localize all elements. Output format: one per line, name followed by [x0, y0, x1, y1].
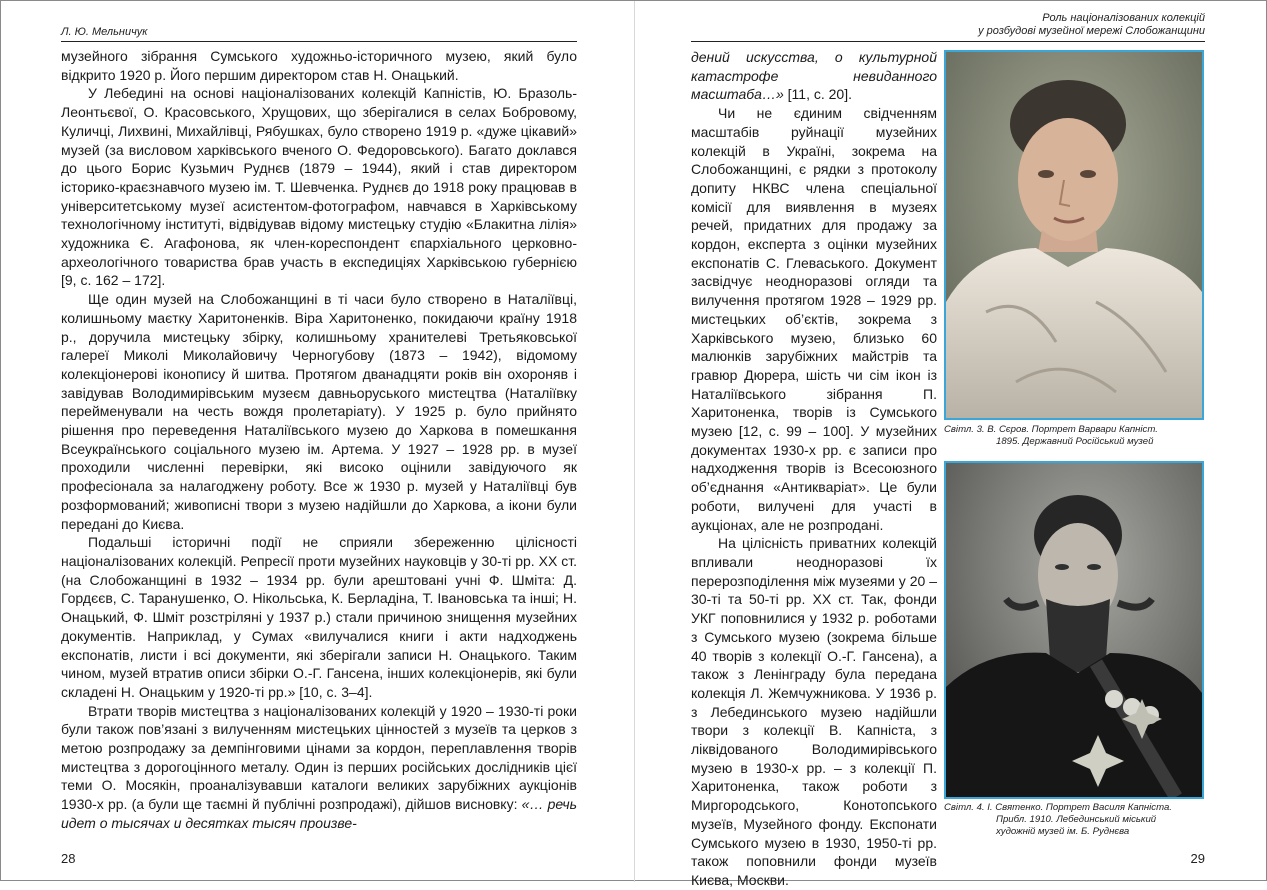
caption-line: художній музей ім. Б. Руднєва [996, 826, 1130, 837]
running-head-left: Л. Ю. Мельничук [61, 26, 148, 38]
running-head-right [978, 12, 1205, 38]
left-page [1, 1, 635, 882]
paragraph-with-quote [61, 702, 577, 833]
quote-continuation [691, 48, 937, 104]
paragraph: На цілісність приватних колекцій впливали неодноразові їх перерозподілення між музеями у 20 – 30-ті та 50-ті рр. ХХ ст. Так, фонди УКГ поповнилися у 1932 р. роботами з Сумського музею (зокрема більше 40 творів з колекції О.-Г. Гансена), а також з Ленінграду була передана колекція Л. Жемчужникова. У 1936 р. з Лебединського музею надійшли твори з колекції В. Капніста, з ліквідованого Володимирівського музею в 1930-х рр. – з колекції П. Харитоненка, також роботи з Миргородського, Конотопського музеїв, Музейного фонду. Експонати Сумського музею в 1930, 1950-ті рр. також поповнили фонди музеїв Києва, Москви. [691, 535, 937, 888]
caption-line: 1895. Державний Російський музей [996, 436, 1154, 447]
header-rule-left [61, 41, 577, 42]
paragraph: Чи не єдиним свідченням масштабів руйнації музейних колекцій в Україні, зокрема на Слобожанщині, є рядки з протоколу допиту НКВС члена спеціальної комісії для виявлення в музеях речей, придатних для продажу за кордон, експерта з оцінки музейних експонатів С. Глеваського. Документ засвідчує неодноразові огляди та вилучення протягом 1928 – 1929 рр. мистецьких об’єктів, зокрема з Харківського музею, близько 60 малюнків зарубіжних майстрів та гравюр Дюрера, шість чи сім ікон із Наталіївського зібрання П. Харитоненка, творів із Сумського музею [12, с. 99 – 100]. У музейних документах 1930-х рр. є записи про надходження творів із Всесоюзного об’єднання «Антикваріат». Це були роботи, вилучені для участі в аукціонах, але не розпродані. [691, 105, 937, 533]
portrait-varvara-kapnist [944, 50, 1204, 420]
quote-start: «… речь идет о тысячах и десятках тысяч произве- [61, 796, 577, 831]
page-number-left: 28 [61, 851, 76, 866]
quote-text: дений искусства, о культурной катастрофе невиданного масштаба…» [691, 49, 937, 103]
page-number-right: 29 [1190, 851, 1205, 866]
running-head-line: у розбудові музейної мережі Слобожанщини [978, 25, 1205, 37]
paragraph: У Лебедині на основі націоналізованих колекцій Капністів, Ю. Бразоль-Леонтьєвої, О. Красовського, Хрущових, що зберігалися в селах Бобровому, Куличці, Лихвині, Михайлівці, Рябушках, було створено 1919 р. «дуже цікавий» музей (за висловом харківського вченого О. Федоровського). Багато доклався до цього Борис Кузьмич Руднєв (1879 – 1944), який і став директором історико-краєзнавчого музею ім. Т. Шевченка. Руднєв до 1918 року працював в університетському музеї асистентом-фотографом, навчався в Харківському технологічному інституті, відвідував відому мистецьку студію «Блакитна лілія» художника Є. Агафонова, як член-кореспондент єпархіального церковно-археологічного товариства брав участь в експедиціях Харківською губернією [9, с. 162 – 172]. [61, 85, 577, 289]
portrait-vasyl-kapnist [944, 461, 1204, 799]
left-text-column [61, 47, 577, 833]
right-text-column [691, 48, 937, 890]
caption-line: Світл. 4. І. Святенко. Портрет Василя Капніста. [944, 802, 1172, 813]
header-rule-right [691, 41, 1205, 42]
quote-reference: [11, с. 20]. [783, 86, 852, 103]
right-page [634, 1, 1267, 888]
paragraph-text: Втрати творів мистецтва з націоналізованих колекцій у 1920 – 1930-ті роки були також пов’язані з вилученням мистецьких цінностей з музеїв та церков з метою розпродажу за демпінговими цінами за кордон, переплавлення творів мистецтва з дорогоцінного металу. Один із перших російських дослідників цієї теми О. Мосякін, проаналізувавши каталоги великих зарубіжних аукціонів 1930-х рр. (а були ще таємні й публічні розпродажі), дійшов висновку: [61, 702, 577, 813]
caption-line: Світл. 3. В. Сєров. Портрет Варвари Капніст. [944, 424, 1158, 435]
caption-line: Прибл. 1910. Лебединський міський [996, 814, 1157, 825]
running-head-line: Роль націоналізованих колекцій [1042, 12, 1205, 24]
portrait-photo-image [946, 463, 1202, 797]
paragraph: Ще один музей на Слобожанщині в ті часи було створено в Наталіївці, колишньому маєтку Харитоненків. Віра Харитоненко, покидаючи країну 1918 р., доручила мистецьку збірку, колишньому хранителеві Третьяковської галереї Миколі Миколайовичу Черногубову (1873 – 1942), відомому колекціонерові іконопису й шитва. Протягом дванадцяти років він охороняв і завідував Володимирівським музеєм давньоруського мистецтва (Наталіївку перейменували на честь вождя пролетаріату). У 1925 р. було прийнято рішення про переведення Наталіївського музею до Харкова в помешкання Всеукраїнського соціального музею ім. Артема. У 1927 – 1928 рр. в музеї проходили численні перевірки, які високо оцінили завідуючого як професіонала за налагоджену роботу. Все ж 1930 р. музей у Наталіївці був розформований; живописні твори з музею надійшли до Харкова, а ікони були передані до Києва. [61, 291, 577, 532]
figure-caption-2 [944, 802, 1206, 838]
figure-caption-1 [944, 424, 1206, 448]
paragraph: Подальші історичні події не сприяли збереженню цілісності націоналізованих колекцій. Репресії проти музейних науковців у 30-ті рр. ХХ ст. (на Слобожанщині в 1932 – 1934 рр. були арештовані учні Ф. Шміта: Д. Гордєєв, С. Таранушенко, О. Нікольська, К. Берладіна, Т. Івановська та інші; Н. Онацький, Ф. Шміт розстріляні у 1937 р.) стали причиною знищення музейних документів. Наприклад, у Сумах «вилучалися книги і акти надходжень експонатів, листи і всі документи, які зберігали записи Н. Онацького. Таким чином, музей втратив описи збірки О.-Г. Гансена, інших колекціонерів, які були складені Н. Онацьким у 1920-ті рр.» [10, с. 3–4]. [61, 534, 577, 700]
paragraph: музейного зібрання Сумського художньо-історичного музею, який було відкрито 1920 р. Його першим директором став Н. Онацький. [61, 48, 577, 83]
portrait-painting-image [946, 52, 1202, 418]
